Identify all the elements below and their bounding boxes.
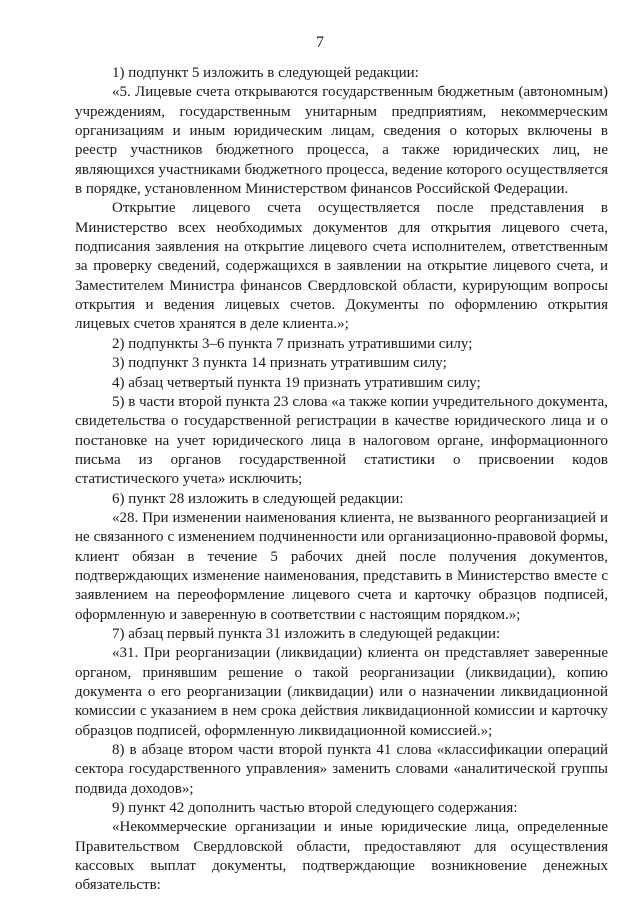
paragraph-13: 9) пункт 42 дополнить частью второй следующего содержания:	[112, 800, 518, 817]
paragraph-1: 1) подпункт 5 изложить в следующей редакции:	[112, 65, 419, 81]
paragraph-7: 5) в части второй пункта 23 слова «а также копии учредительного документа, свидетельства о государственной регистрации в качестве юридического лица и о постановке на учет юридического лица в налоговом органе, информационного письма из органов государственной статистики о присвоении кодов статистического учета» исключить;	[75, 393, 608, 488]
paragraph-11: «31. При реорганизации (ликвидации) клиента он представляет заверенные органом, принявшим решение о такой реорганизации (ликвидации), копию документа о его реорганизации (ликвидации) или о назначении ликвидационной комиссии с указанием в нем срока действия ликвидационной комиссии и карточку образцов подписей, оформленную ликвидационной комиссией.»;	[75, 645, 608, 739]
paragraph-4: 2) подпункты 3–6 пункта 7 признать утратившими силу;	[112, 335, 473, 352]
paragraph-2: «5. Лицевые счета открываются государственным бюджетным (автономным) учреждениям, государственным унитарным предприятиям, некоммерческим организациям и иным юридическим лицам, сведения о которых включены в реестр участников бюджетного процесса, а также юридических лиц, не являющихся участниками бюджетного процесса, ведение которого осуществляется в порядке, установленном Министерством финансов Российской Федерации.	[75, 84, 608, 198]
paragraph-10: 7) абзац первый пункта 31 изложить в следующей редакции:	[112, 625, 501, 642]
page-number: 7	[316, 34, 324, 51]
paragraph-8: 6) пункт 28 изложить в следующей редакции:	[112, 490, 404, 507]
paragraph-3: Открытие лицевого счета осуществляется после представления в Министерство всех необходимых документов для открытия лицевого счета, подписания заявления на открытие лицевого счета исполнителем, ответственным за проверку сведений, содержащихся в заявлении на открытие лицевого счета, и Заместителем Министра финансов Свердловской области, курирующим вопросы открытия и ведения лицевых счетов. Документы по оформлению открытия лицевых счетов хранятся в деле клиента.»;	[75, 200, 608, 333]
paragraph-9: «28. При изменении наименования клиента, не вызванного реорганизацией и не связанного с изменением подчиненности или организационно-правовой формы, клиент обязан в течение 5 рабочих дней после получения документов, подтверждающих изменение наименования, представить в Министерство вместе с заявлением на переоформление лицевого счета и карточку образцов подписей, оформленную и заверенную в соответствии с настоящим порядком.»;	[75, 509, 608, 623]
document-body	[75, 64, 608, 896]
paragraph-5: 3) подпункт 3 пункта 14 признать утратившим силу;	[112, 355, 447, 372]
paragraph-6: 4) абзац четвертый пункта 19 признать утратившим силу;	[112, 374, 481, 391]
paragraph-14: «Некоммерческие организации и иные юридические лица, определенные Правительством Свердловской области, предоставляют для осуществления кассовых выплат документы, подтверждающие возникновение денежных обязательств:	[75, 819, 608, 894]
paragraph-12: 8) в абзаце втором части второй пункта 41 слова «классификации операций сектора государственного управления» заменить словами «аналитической группы подвида доходов»;	[75, 742, 608, 797]
